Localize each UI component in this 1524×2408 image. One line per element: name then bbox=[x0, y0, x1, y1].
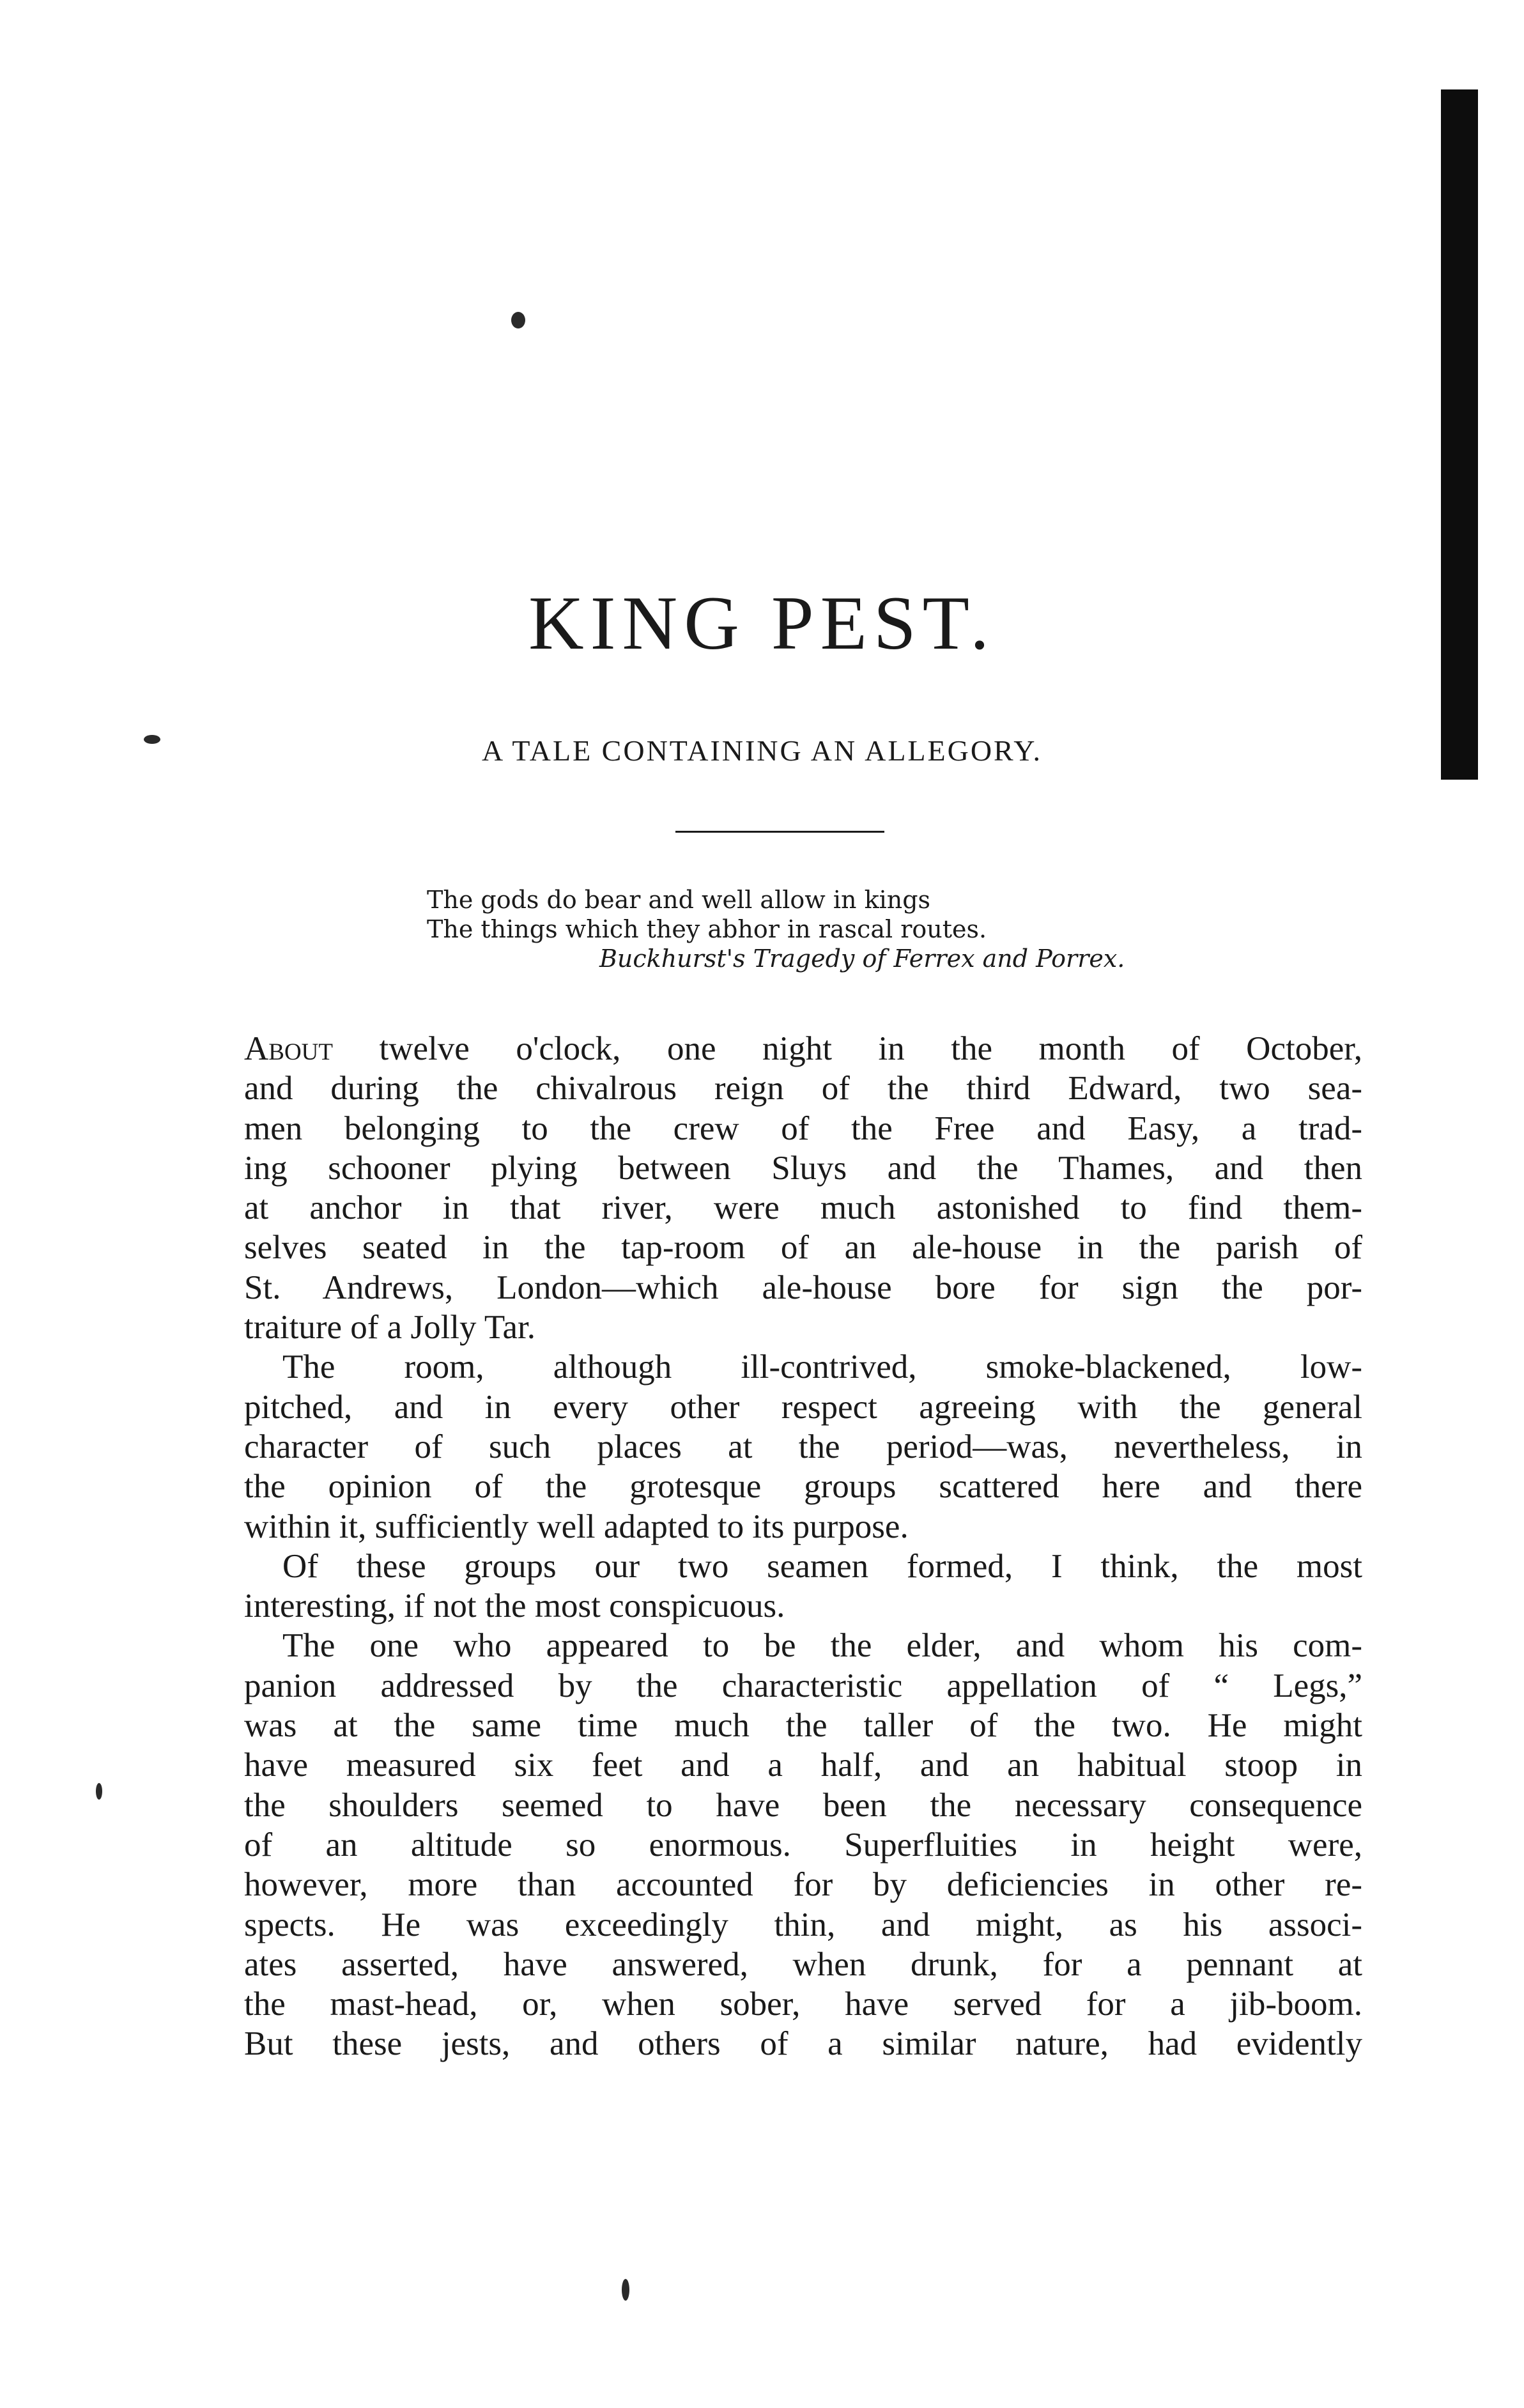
text-line: the shoulders seemed to have been the necessary consequence bbox=[244, 1786, 1362, 1824]
text-line: The room, although ill-contrived, smoke-blackened, low- bbox=[282, 1348, 1362, 1386]
text-line: pitched, and in every other respect agreeing with the general bbox=[244, 1388, 1362, 1426]
text-line: however, more than accounted for by deficiencies in other re- bbox=[244, 1866, 1362, 1904]
text-line: of an altitude so enormous. Superfluities in height were, bbox=[244, 1826, 1362, 1864]
text-line: the mast-head, or, when sober, have served for a jib-boom. bbox=[244, 1986, 1362, 2023]
text-line: panion addressed by the characteristic appellation of “ Legs,” bbox=[244, 1667, 1362, 1704]
lead-word: About bbox=[244, 1030, 333, 1067]
text-line: selves seated in the tap-room of an ale-house in the parish of bbox=[244, 1229, 1362, 1267]
text-line: St. Andrews, London—which ale-house bore for sign the por- bbox=[244, 1269, 1362, 1306]
epigraph-line: The things which they abhor in rascal routes. bbox=[427, 915, 987, 943]
epigraph-attribution: Buckhurst's Tragedy of Ferrex and Porrex. bbox=[599, 945, 1125, 973]
body-text bbox=[244, 1029, 1362, 2064]
text-line: But these jests, and others of a similar nature, had evidently bbox=[244, 2025, 1362, 2063]
text-line: traiture of a Jolly Tar. bbox=[244, 1309, 535, 1347]
ink-speck bbox=[96, 1783, 102, 1800]
subtitle: A TALE CONTAINING AN ALLEGORY. bbox=[482, 734, 1042, 767]
ink-speck bbox=[622, 2279, 629, 2301]
text-line: interesting, if not the most conspicuous. bbox=[244, 1587, 785, 1625]
text-line: was at the same time much the taller of the two. He might bbox=[244, 1707, 1362, 1745]
title-rule bbox=[675, 831, 884, 833]
text-line bbox=[244, 1029, 1362, 1069]
text-line: have measured six feet and a half, and an habitual stoop in bbox=[244, 1747, 1362, 1784]
text-line: ates asserted, have answered, when drunk, for a pennant at bbox=[244, 1945, 1362, 1983]
text-line: men belonging to the crew of the Free and Easy, a trad- bbox=[244, 1109, 1362, 1147]
text-line: within it, sufficiently well adapted to its purpose. bbox=[244, 1508, 909, 1545]
page-edge-shadow bbox=[1441, 89, 1478, 780]
text-line: spects. He was exceedingly thin, and might, as his associ- bbox=[244, 1906, 1362, 1943]
epigraph-line: The gods do bear and well allow in kings bbox=[427, 886, 931, 914]
text-line: at anchor in that river, were much astonished to find them- bbox=[244, 1189, 1362, 1227]
text-line: The one who appeared to be the elder, and whom his com- bbox=[282, 1627, 1362, 1665]
text-line: ing schooner plying between Sluys and the Thames, and then bbox=[244, 1149, 1362, 1187]
text-line: character of such places at the period—was, nevertheless, in bbox=[244, 1428, 1362, 1465]
epigraph bbox=[427, 885, 1321, 973]
text-line: and during the chivalrous reign of the third Edward, two sea- bbox=[244, 1070, 1362, 1108]
text-line: Of these groups our two seamen formed, I think, the most bbox=[282, 1547, 1362, 1585]
text-fragment: twelve o'clock, one night in the month of October, bbox=[333, 1030, 1362, 1067]
ink-speck bbox=[511, 312, 525, 328]
page-title: KING PEST. bbox=[528, 580, 996, 665]
text-line: the opinion of the grotesque groups scattered here and there bbox=[244, 1468, 1362, 1506]
